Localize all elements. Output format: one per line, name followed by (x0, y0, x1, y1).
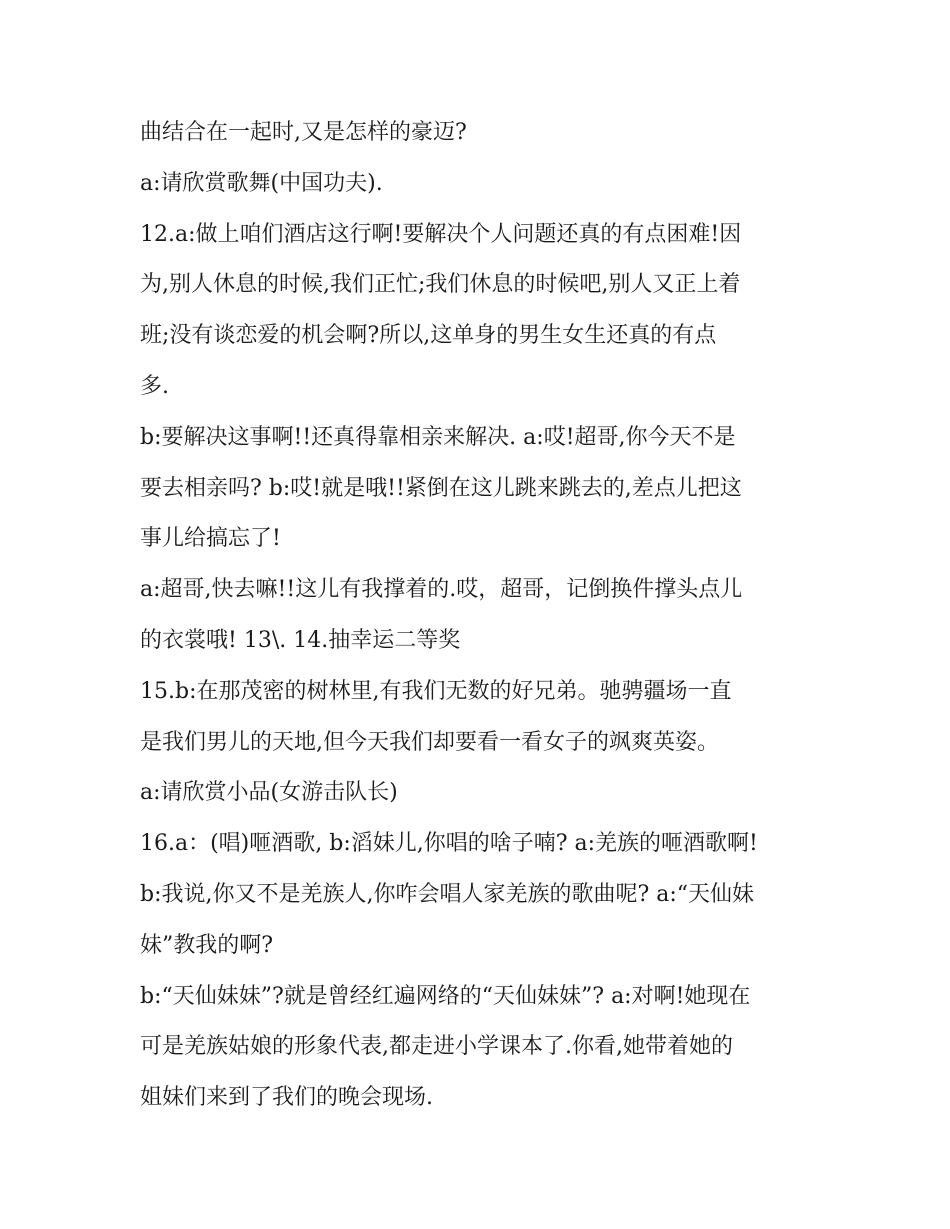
text-line-15: 16.a：(唱)咂酒歌, b:滔妹儿,你唱的啥子喃? a:羌族的咂酒歌啊! (140, 831, 758, 857)
text-line-5: 班;没有谈恋爱的机会啊?所以,这单身的男生女生还真的有点 (140, 323, 717, 349)
text-line-18: b:“天仙妹妹”?就是曾经红遍网络的“天仙妹妹”? a:对啊!她现在 (140, 983, 751, 1009)
text-line-7: b:要解决这事啊!!还真得靠相亲来解决. a:哎!超哥,你今天不是 (140, 424, 736, 450)
text-line-13: 是我们男儿的天地,但今天我们却要看一看女子的飒爽英姿。 (140, 729, 719, 755)
text-line-17: 妹”教我的啊? (140, 932, 274, 958)
text-line-6: 多. (140, 373, 169, 399)
text-line-8: 要去相亲吗? b:哎!就是哦!!紧倒在这儿跳来跳去的,差点儿把这 (140, 475, 742, 501)
text-line-14: a:请欣赏小品(女游击队长) (140, 780, 398, 806)
text-line-2: a:请欣赏歌舞(中国功夫). (140, 170, 383, 196)
text-line-11: 的衣裳哦! 13\. 14.抽幸运二等奖 (140, 627, 461, 653)
text-line-16: b:我说,你又不是羌族人,你咋会唱人家羌族的歌曲呢? a:“天仙妹 (140, 881, 755, 907)
text-line-1: 曲结合在一起时,又是怎样的豪迈? (140, 120, 467, 145)
text-line-12: 15.b:在那茂密的树林里,有我们无数的好兄弟。驰骋疆场一直 (140, 678, 732, 704)
text-line-20: 姐妹们来到了我们的晚会现场. (140, 1085, 433, 1111)
script-text (140, 108, 820, 1124)
text-line-3: 12.a:做上咱们酒店这行啊!要解决个人问题还真的有点困难!因 (140, 221, 742, 247)
text-line-19: 可是羌族姑娘的形象代表,都走进小学课本了.你看,她带着她的 (140, 1034, 733, 1060)
text-line-9: 事儿给搞忘了! (140, 526, 281, 552)
text-line-4: 为,别人休息的时候,我们正忙;我们休息的时候吧,别人又正上着 (140, 272, 741, 298)
text-line-10: a:超哥,快去嘛!!这儿有我撑着的.哎，超哥，记倒换件撑头点儿 (140, 577, 743, 603)
